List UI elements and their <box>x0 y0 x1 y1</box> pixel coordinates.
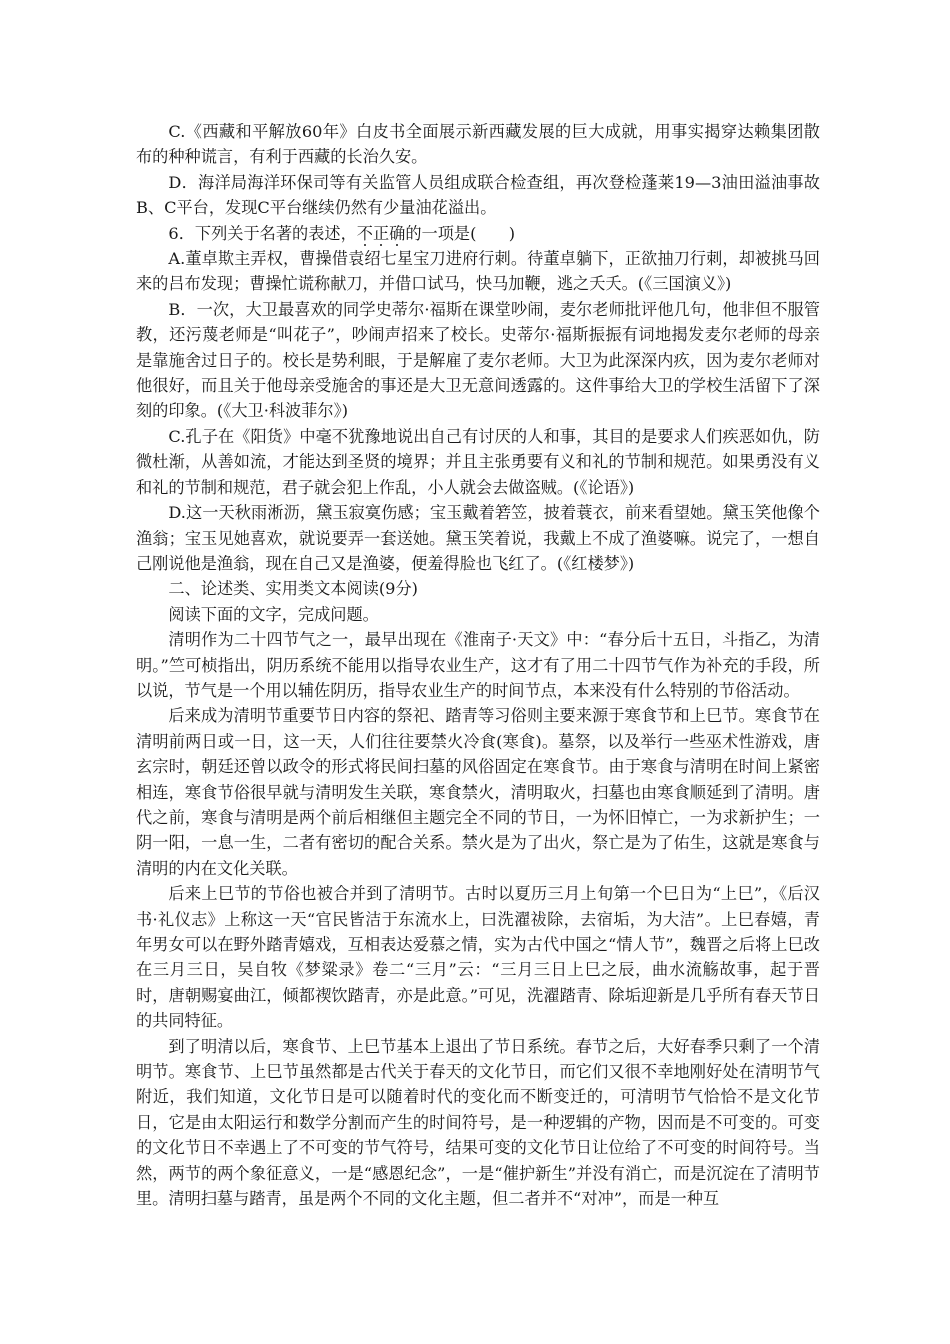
passage-paragraph-2: 后来成为清明节重要节日内容的祭祀、踏青等习俗则主要来源于寒食节和上巳节。寒食节在清明前两日或一日，这一天，人们往往要禁火冷食(寒食)。墓祭，以及举行一些巫术性游戏，唐玄宗时，朝廷还曾以政令的形式将民间扫墓的风俗固定在寒食节。由于寒食与清明在时间上紧密相连，寒食节俗很早就与清明发生关联，寒食禁火，清明取火，扫墓也由寒食顺延到了清明。唐代之前，寒食与清明是两个前后相继但主题完全不同的节日，一为怀旧悼亡，一为求新护生；一阴一阳，一息一生，二者有密切的配合关系。禁火是为了出火，祭亡是为了佑生，这就是寒食与清明的内在文化关联。 <box>136 706 820 878</box>
reading-instruction: 阅读下面的文字，完成问题。 <box>168 604 379 624</box>
q6-stem-suffix: 的一项是( ) <box>405 223 516 243</box>
section-2-heading: 二、论述类、实用类文本阅读(9分) <box>168 579 418 599</box>
q5-option-d: D．海洋局海洋环保司等有关监管人员组成联合检查组，再次登检蓬莱19—3油田溢油事故B、C平台，发现C平台继续仍然有少量油花溢出。 <box>136 172 820 218</box>
q6-option-b: B．一次，大卫最喜欢的同学史蒂尔·福斯在课堂吵闹，麦尔老师批评他几句，他非但不服管教，还污蔑老师是“叫花子”，吵闹声招来了校长。史蒂尔·福斯振振有词地揭发麦尔老师的母亲是靠施舍过日子的。校长是势利眼，于是解雇了麦尔老师。大卫为此深深内疚，因为麦尔老师对他很好，而且关于他母亲受施舍的事还是大卫无意间透露的。这件事给大卫的学校生活留下了深刻的印象。(《大卫·科波菲尔》) <box>136 299 820 421</box>
q6-emphasis-char: 正 <box>372 223 390 243</box>
q6-stem-prefix: 6．下列关于名著的表述， <box>168 223 357 243</box>
q6-emphasis-char: 确 <box>389 223 406 243</box>
q6-option-d: D.这一天秋雨淅沥，黛玉寂寞伤感；宝玉戴着箬笠，披着蓑衣，前来看望她。黛玉笑他像个渔翁；宝玉见她喜欢，就说要弄一套送她。黛玉笑着说，我戴上不成了渔婆嘛。说完了，一想自己刚说他是渔翁，现在自己又是渔婆，便羞得脸也飞红了。(《红楼梦》) <box>136 503 820 573</box>
document-body <box>136 119 820 1211</box>
q6-option-a: A.董卓欺主弄权，曹操借袁绍七星宝刀进府行刺。待董卓躺下，正欲抽刀行刺，却被挑马回来的吕布发现；曹操忙谎称献刀，并借口试马，快马加鞭，逃之夭夭。(《三国演义》) <box>136 249 820 294</box>
q6-emphasis-char: 不 <box>356 223 373 243</box>
passage-paragraph-4: 到了明清以后，寒食节、上巳节基本上退出了节日系统。春节之后，大好春季只剩了一个清明节。寒食节、上巳节虽然都是古代关于春天的文化节日，而它们又很不幸地刚好处在清明节气附近，我们知道，文化节日是可以随着时代的变化而不断变迁的，可清明节气恰恰不是文化节日，它是由太阳运行和数学分割而产生的时间符号，是一种逻辑的产物，因而是不可变的。可变的文化节日不幸遇上了不可变的节气符号，结果可变的文化节日让位给了不可变的时间符号。当然，两节的两个象征意义，一是“感恩纪念”，一是“催护新生”并没有消亡，而是沉淀在了清明节里。清明扫墓与踏青，虽是两个不同的文化主题，但二者并不“对冲”，而是一种互 <box>136 1036 820 1209</box>
question-6-stem <box>136 221 820 246</box>
q5-option-c: C.《西藏和平解放60年》白皮书全面展示新西藏发展的巨大成就，用事实揭穿达赖集团散布的种种谎言，有利于西藏的长治久安。 <box>136 122 820 167</box>
q6-option-c: C.孔子在《阳货》中毫不犹豫地说出自己有讨厌的人和事，其目的是要求人们疾恶如仇，防微杜渐，从善如流，才能达到圣贤的境界；并且主张勇要有义和礼的节制和规范。如果勇没有义和礼的节制和规范，君子就会犯上作乱，小人就会去做盗贼。(《论语》) <box>136 426 820 497</box>
passage-paragraph-1: 清明作为二十四节气之一，最早出现在《淮南子·天文》中：“春分后十五日，斗指乙，为清明。”竺可桢指出，阴历系统不能用以指导农业生产，这才有了用二十四节气作为补充的手段，所以说，节气是一个用以辅佐阴历，指导农业生产的时间节点，本来没有什么特别的节俗活动。 <box>136 630 820 700</box>
passage-paragraph-3: 后来上巳节的节俗也被合并到了清明节。古时以夏历三月上旬第一个巳日为“上巳”，《后汉书·礼仪志》上称这一天“官民皆洁于东流水上，曰洗濯祓除，去宿垢，为大洁”。上巳春嬉，青年男女可以在野外踏青嬉戏，互相表达爱慕之情，实为古代中国之“情人节”，魏晋之后将上巳改在三月三日，吴自牧《梦粱录》卷二“三月”云：“三月三日上巳之辰，曲水流觞故事，起于晋时，唐朝赐宴曲江，倾都禊饮踏青，亦是此意。”可见，洗濯踏青、除垢迎新是几乎所有春天节日的共同特征。 <box>136 884 820 1031</box>
